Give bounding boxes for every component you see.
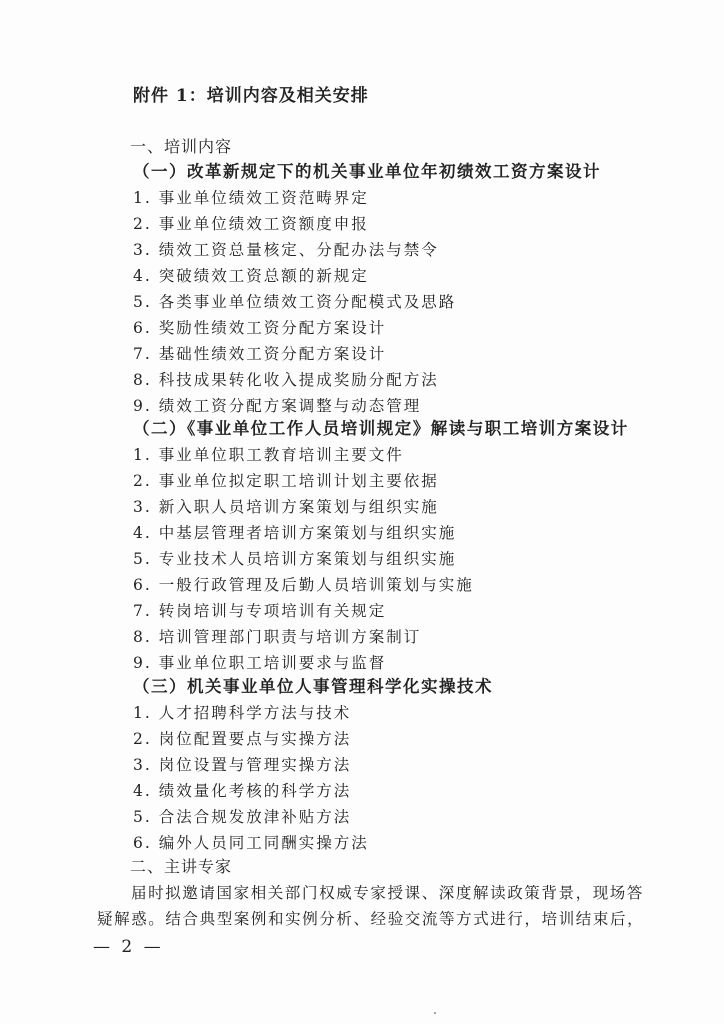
list-item: 1. 人才招聘科学方法与技术 (133, 704, 352, 722)
section-heading-content: 一、培训内容 (130, 137, 233, 156)
list-item: 3. 绩效工资总量核定、分配办法与禁令 (133, 241, 439, 259)
list-item: 5. 各类事业单位绩效工资分配模式及思路 (133, 293, 457, 311)
list-item: 8. 培训管理部门职责与培训方案制订 (133, 628, 422, 646)
part-heading-2: （二）《事业单位工作人员培训规定》解读与职工培训方案设计 (133, 419, 629, 438)
list-item: 6. 一般行政管理及后勤人员培训策划与实施 (133, 576, 474, 594)
list-item: 7. 基础性绩效工资分配方案设计 (133, 345, 387, 363)
list-item: 2. 事业单位拟定职工培训计划主要依据 (133, 472, 439, 490)
list-item: 8. 科技成果转化收入提成奖励分配方法 (133, 371, 439, 389)
part-heading-1: （一）改革新规定下的机关事业单位年初绩效工资方案设计 (133, 162, 601, 181)
list-item: 9. 绩效工资分配方案调整与动态管理 (133, 397, 422, 415)
list-item: 5. 合法合规发放津补贴方法 (133, 808, 352, 826)
list-item: 7. 转岗培训与专项培训有关规定 (133, 602, 387, 620)
section-heading-experts: 二、主讲专家 (130, 857, 233, 876)
list-item: 4. 中基层管理者培训方案策划与组织实施 (133, 524, 457, 542)
list-item: 6. 编外人员同工同酬实操方法 (133, 834, 369, 852)
list-item: 1. 事业单位绩效工资范畴界定 (133, 189, 369, 207)
list-item: 4. 绩效量化考核的科学方法 (133, 782, 352, 800)
list-item: 3. 新入职人员培训方案策划与组织实施 (133, 498, 439, 516)
list-item: 2. 岗位配置要点与实操方法 (133, 730, 352, 748)
list-item: 4. 突破绩效工资总额的新规定 (133, 267, 369, 285)
list-item: 6. 奖励性绩效工资分配方案设计 (133, 319, 387, 337)
attachment-title: 附件 1：培训内容及相关安排 (133, 86, 369, 106)
list-item: 3. 岗位设置与管理实操方法 (133, 756, 352, 774)
part-heading-3: （三）机关事业单位人事管理科学化实操技术 (133, 677, 493, 696)
paragraph-line: 疑解惑。结合典型案例和实例分析、经验交流等方式进行，培训结束后， (97, 910, 645, 928)
scan-speck (434, 1012, 436, 1014)
list-item: 5. 专业技术人员培训方案策划与组织实施 (133, 550, 457, 568)
paragraph-line: 届时拟邀请国家相关部门权威专家授课、深度解读政策背景，现场答 (131, 884, 645, 902)
list-item: 1. 事业单位职工教育培训主要文件 (133, 446, 404, 464)
list-item: 9. 事业单位职工培训要求与监督 (133, 654, 387, 672)
page-number: — 2 — (93, 937, 164, 957)
list-item: 2. 事业单位绩效工资额度申报 (133, 215, 369, 233)
